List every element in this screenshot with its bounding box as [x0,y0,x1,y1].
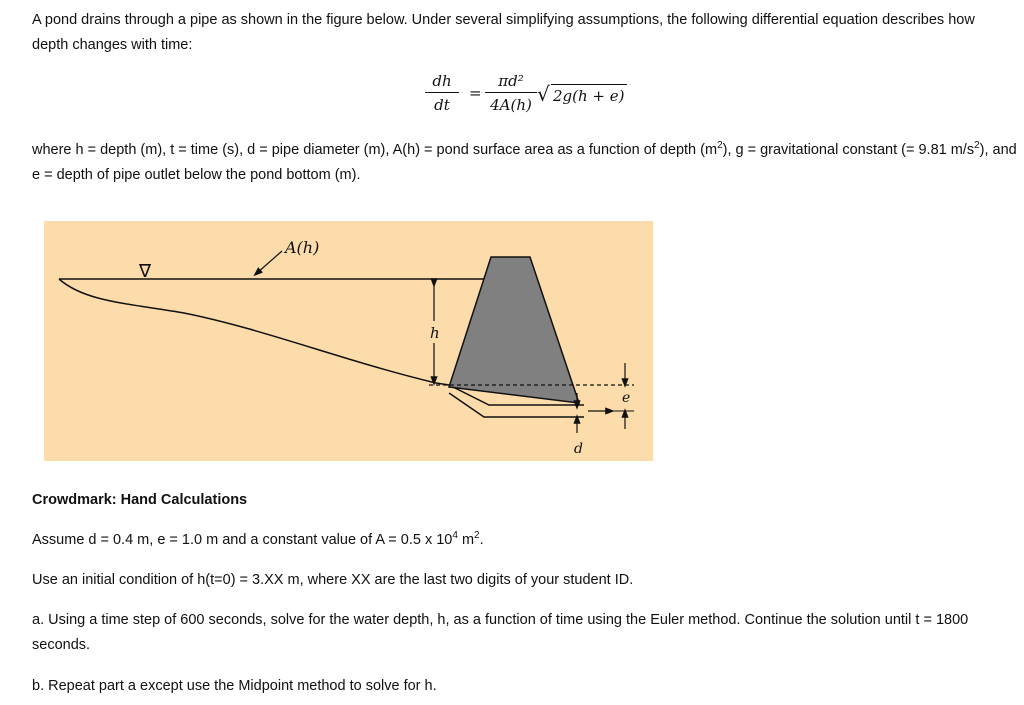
lhs-denominator: dt [434,96,450,114]
where-text-1: where h = depth (m), t = time (s), d = pipe diameter (m), A(h) = pond surface area as a function of depth (m [32,142,718,158]
where-text-3: ), and e = depth of pipe outlet below the pond bottom (m). [32,142,1017,183]
assume-text-1: Assume d = 0.4 m, e = 1.0 m and a constant value of A = 0.5 x 10 [32,532,453,548]
question-a: a. Using a time step of 600 seconds, solve for the water depth, h, as a function of time using the Euler method. Continue the solution until t = 1800 seconds. [32,612,969,653]
area-label: A(h) [285,238,320,257]
initial-condition-text: Use an initial condition of h(t=0) = 3.XX m, where XX are the last two digits of your student ID. [32,572,634,588]
assume-text-2: m [457,532,475,548]
assumptions-text [32,528,484,553]
assume-text-3: . [479,532,484,548]
equals-sign: = [469,84,482,102]
d-label: d [574,441,583,457]
intro-paragraph: A pond drains through a pipe as shown in the figure below. Under several simplifying assumptions, the following differential equation describes how depth changes with time: [32,12,975,53]
rhs-numerator: πd² [485,72,537,93]
pond-diagram [44,221,653,461]
section-heading: Crowdmark: Hand Calculations [32,492,248,508]
assume-sup-1: 4 [452,530,458,541]
water-surface-symbol: ∇ [139,261,152,282]
variable-definitions [32,138,1017,188]
h-label: h [430,324,440,342]
where-sup-2: 2 [974,140,980,151]
dh-dt-fraction [425,72,459,114]
where-sup-1: 2 [717,140,723,151]
radicand: 2g(h + e) [551,84,627,105]
rhs-fraction [485,72,537,114]
where-text-2: ), g = gravitational constant (= 9.81 m/s [722,142,975,158]
e-label: e [622,390,631,406]
question-b: b. Repeat part a except use the Midpoint method to solve for h. [32,678,437,694]
assume-sup-2: 2 [474,530,480,541]
lhs-numerator: dh [425,72,459,93]
sqrt-sign: √ [537,82,550,106]
figure-background [44,221,653,461]
differential-equation [425,68,665,128]
rhs-denominator: 4A(h) [490,96,532,114]
